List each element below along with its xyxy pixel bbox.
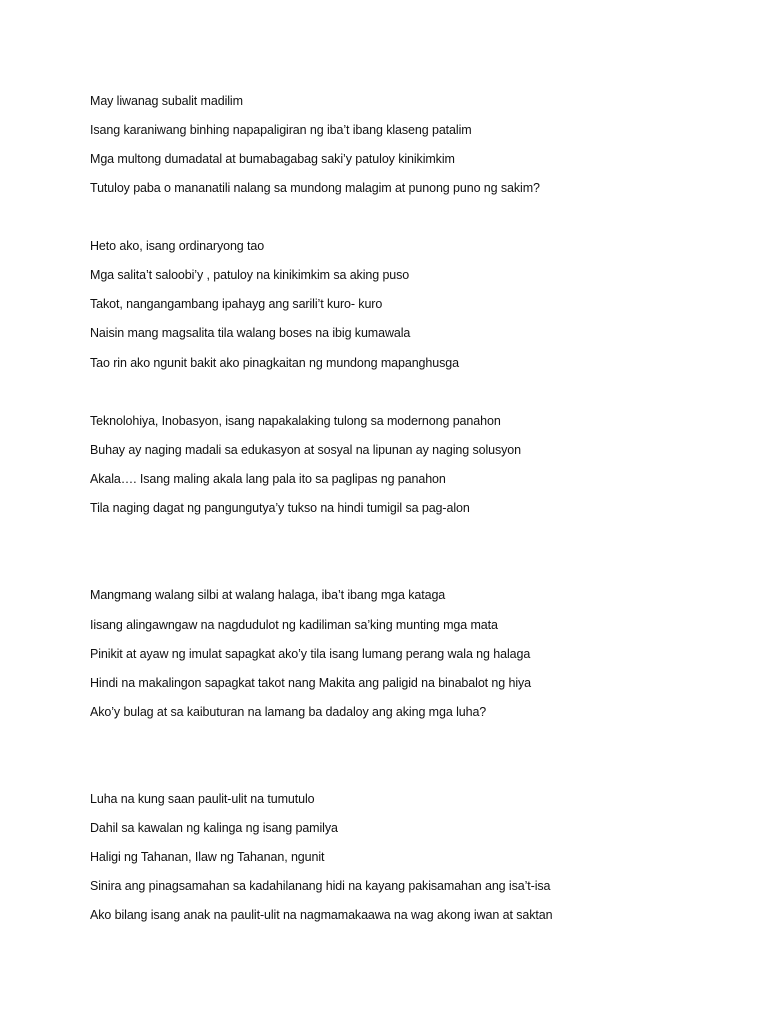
poem-line: Tila naging dagat ng pangungutya’y tukso na hindi tumigil sa pag-alon: [90, 501, 470, 515]
poem-line: Iisang alingawngaw na nagdudulot ng kadiliman sa’king munting mga mata: [90, 618, 498, 632]
poem-line: Mga salita’t saloobi’y , patuloy na kinikimkim sa aking puso: [90, 268, 410, 282]
poem-line: Hindi na makalingon sapagkat takot nang Makita ang paligid na binabalot ng hiya: [90, 676, 532, 690]
poem-line: Tutuloy paba o mananatili nalang sa mundong malagim at punong puno ng sakim?: [90, 181, 540, 195]
poem-line: Haligi ng Tahanan, Ilaw ng Tahanan, ngunit: [90, 850, 325, 864]
poem-line: Ako bilang isang anak na paulit-ulit na nagmamakaawa na wag akong iwan at saktan: [90, 908, 553, 922]
poem-line: Isang karaniwang binhing napapaligiran ng iba’t ibang klaseng patalim: [90, 123, 472, 137]
poem-line: May liwanag subalit madilim: [90, 94, 243, 108]
poem-line: Sinira ang pinagsamahan sa kadahilanang hidi na kayang pakisamahan ang isa’t-isa: [90, 879, 551, 893]
poem-line: Teknolohiya, Inobasyon, isang napakalaking tulong sa modernong panahon: [90, 414, 501, 428]
poem-line: Tao rin ako ngunit bakit ako pinagkaitan ng mundong mapanghusga: [90, 356, 459, 370]
poem-line: Akala…. Isang maling akala lang pala ito sa paglipas ng panahon: [90, 472, 446, 486]
poem-line: Mga multong dumadatal at bumabagabag saki’y patuloy kinikimkim: [90, 152, 455, 166]
poem-line: Takot, nangangambang ipahayg ang sarili’t kuro- kuro: [90, 297, 383, 311]
poem-line: Luha na kung saan paulit-ulit na tumutulo: [90, 792, 315, 806]
poem-line: Mangmang walang silbi at walang halaga, iba’t ibang mga kataga: [90, 588, 446, 602]
poem-line: Heto ako, isang ordinaryong tao: [90, 239, 265, 253]
poem-line: Buhay ay naging madali sa edukasyon at sosyal na lipunan ay naging solusyon: [90, 443, 521, 457]
poem-line: Ako’y bulag at sa kaibuturan na lamang ba dadaloy ang aking mga luha?: [90, 705, 487, 719]
poem-line: Naisin mang magsalita tila walang boses na ibig kumawala: [90, 326, 411, 340]
poem-line: Pinikit at ayaw ng imulat sapagkat ako’y tila isang lumang perang wala ng halaga: [90, 647, 531, 661]
poem-line: Dahil sa kawalan ng kalinga ng isang pamilya: [90, 821, 338, 835]
